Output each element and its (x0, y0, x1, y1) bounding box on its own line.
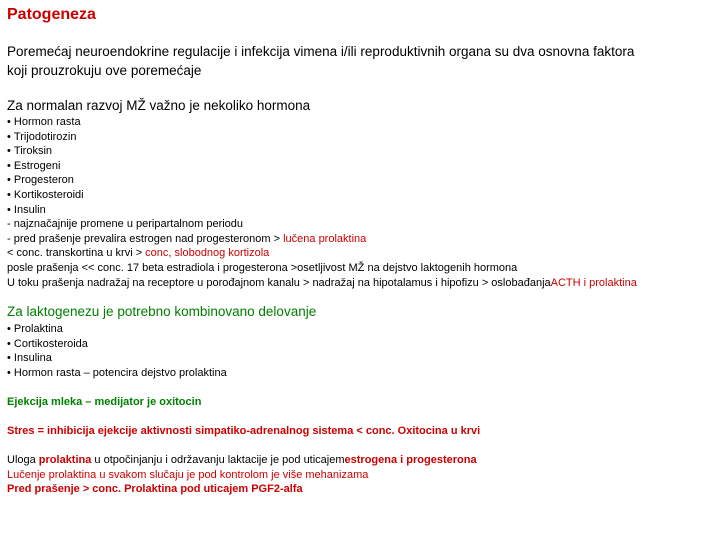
intro-line-2: koji prouzrokuju ove poremećaje (7, 63, 202, 78)
note-estrogen (7, 232, 637, 247)
list-item: • Progesteron (7, 173, 637, 188)
lactogenesis-list (7, 322, 227, 380)
prolactin-role-a: Uloga (7, 454, 39, 466)
prolactin-block (7, 453, 477, 497)
prolactin-role-line (7, 453, 477, 468)
note-estrogen-text: - pred prašenje prevalira estrogen nad progesteronom > (7, 232, 284, 245)
list-item: • Hormon rasta – potencira dejstvo prolaktina (7, 366, 227, 381)
prolactin-role-d: estrogena i progesterona (344, 454, 477, 466)
note-receptors (7, 276, 637, 291)
intro-line-1: Poremećaj neuroendokrine regulacije i infekcija vimena i/ili reproduktivnih organa su dva osnovna faktora (7, 44, 635, 59)
note-receptors-highlight: ACTH i prolaktina (550, 276, 637, 289)
section-hormones-body (7, 115, 637, 290)
list-item: • Estrogeni (7, 159, 637, 174)
note-postpartum: posle prašenja << conc. 17 beta estradiola i progesterona >osetljivost MŽ na dejstvo laktogenih hormona (7, 261, 518, 274)
list-item: • Trijodotirozin (7, 130, 637, 145)
list-item: • Kortikosteroidi (7, 188, 637, 203)
hormone-list (7, 115, 637, 217)
prolactin-control-line: Lučenje prolaktina u svakom slučaju je pod kontrolom je više mehanizama (7, 468, 369, 481)
section-lactogenesis-body (7, 322, 227, 380)
list-item: • Hormon rasta (7, 115, 637, 130)
stress-statement: Stres = inhibicija ejekcije aktivnosti simpatiko-adrenalnog sistema < conc. Oxitocina u krvi (7, 425, 481, 437)
note-transkortin-highlight: conc, slobodnog kortizola (145, 247, 270, 260)
list-item: • Insulina (7, 351, 227, 366)
list-item: • Tiroksin (7, 144, 637, 159)
prolactin-pgf-line: Pred prašenje > conc. Prolaktina pod uticajem PGF2-alfa (7, 483, 303, 496)
intro-paragraph (7, 42, 634, 80)
prolactin-role-c: u otpočinjanju i održavanju laktacije je pod uticajem (91, 454, 345, 466)
list-item: • Prolaktina (7, 322, 227, 337)
prolactin-role-b: prolaktina (38, 454, 92, 466)
page-title: Patogeneza (7, 6, 96, 23)
note-transkortin-text: < conc. transkortina u krvi > (7, 247, 146, 260)
list-item: • Cortikosteroida (7, 337, 227, 352)
note-peripartal: - najznačajnije promene u peripartalnom periodu (7, 218, 244, 231)
ejection-statement: Ejekcija mleka – medijator je oxitocin (7, 396, 202, 408)
note-receptors-text: U toku prašenja nadražaj na receptore u porođajnom kanalu > nadražaj na hipotalamus i hipofizu > oslobađanja (7, 276, 551, 289)
note-transkortin (7, 246, 637, 261)
section-hormones-heading: Za normalan razvoj MŽ važno je nekoliko hormona (7, 98, 311, 113)
note-estrogen-highlight: lučena prolaktina (283, 232, 367, 245)
list-item: • Insulin (7, 203, 637, 218)
section-lactogenesis-heading: Za laktogenezu je potrebno kombinovano delovanje (7, 304, 317, 319)
